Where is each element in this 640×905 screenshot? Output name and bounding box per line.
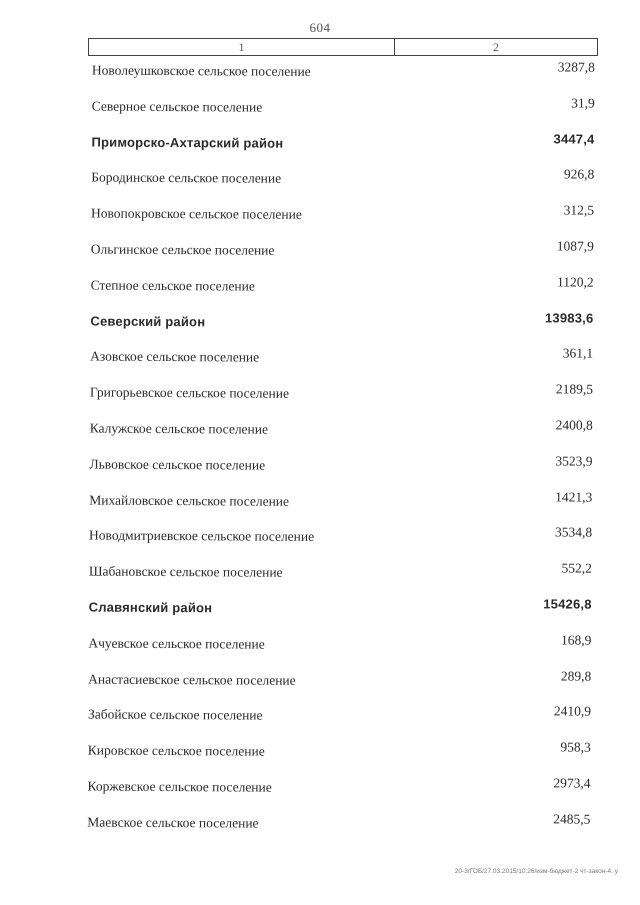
settlement-name: Забойское сельское поселение — [87, 706, 263, 723]
table-row — [0, 736, 636, 776]
settlement-amount: 1087,9 — [556, 238, 594, 254]
settlement-amount: 2400,8 — [555, 417, 593, 433]
settlement-name: Северное сельское поселение — [91, 98, 263, 115]
district-row — [0, 593, 637, 633]
table-row — [0, 450, 638, 490]
settlement-name: Кировское сельское поселение — [87, 742, 265, 759]
district-name: Приморско-Ахтарский район — [91, 134, 284, 151]
district-row — [0, 128, 640, 168]
table-row — [0, 665, 636, 705]
table-row — [0, 271, 639, 311]
settlement-amount: 2189,5 — [555, 381, 594, 397]
settlement-name: Ольгинское сельское поселение — [90, 241, 275, 258]
settlement-name: Новолеушковское сельское поселение — [91, 62, 311, 79]
settlement-name: Анастасиевское сельское поселение — [88, 671, 296, 688]
table-row — [0, 557, 637, 597]
column-header-2: 2 — [493, 39, 499, 54]
table-row — [0, 163, 639, 203]
footer-document-code: 20-3/ГОБ/27.03.2015/10:26/изм-бюджет-2 чт-закон-4. у — [454, 868, 618, 875]
table-row — [0, 56, 640, 96]
district-name: Славянский район — [88, 599, 213, 616]
settlement-name: Маевское сельское поселение — [87, 814, 259, 831]
table-row — [0, 378, 638, 418]
table-row — [0, 235, 639, 275]
district-amount: 15426,8 — [543, 596, 592, 612]
table-header — [88, 38, 598, 56]
settlement-amount: 3534,8 — [554, 524, 593, 540]
settlement-name: Новодмитриевское сельское поселение — [89, 527, 315, 545]
settlement-amount: 312,5 — [563, 202, 595, 218]
settlement-amount: 361,1 — [562, 345, 594, 362]
settlement-amount: 168,9 — [561, 632, 592, 648]
settlement-name: Бородинское сельское поселение — [91, 169, 282, 187]
settlement-amount: 958,3 — [560, 739, 591, 755]
settlement-amount: 3287,8 — [557, 59, 595, 75]
settlement-amount: 926,8 — [563, 166, 595, 183]
table-row — [0, 486, 637, 526]
settlement-amount: 3523,9 — [555, 453, 593, 469]
settlement-name: Степное сельское поселение — [90, 277, 255, 294]
settlement-name: Шабановское сельское поселение — [88, 563, 283, 580]
settlement-name: Ачуевское сельское поселение — [88, 635, 265, 652]
table-row — [0, 700, 636, 740]
settlement-amount: 2973,4 — [553, 775, 591, 791]
table-row — [0, 521, 637, 561]
table-row — [0, 92, 640, 132]
column-header-1: 1 — [89, 39, 395, 55]
settlement-name: Азовское сельское поселение — [90, 348, 260, 365]
table-row — [0, 342, 638, 382]
settlement-amount: 2410,9 — [553, 703, 592, 719]
settlement-name: Михайловское сельское поселение — [89, 492, 290, 509]
settlement-amount: 1421,3 — [555, 488, 593, 505]
settlement-amount: 552,2 — [561, 560, 592, 576]
table-row — [0, 414, 638, 454]
table-body — [0, 56, 640, 847]
settlement-name: Коржевское сельское поселение — [87, 778, 272, 795]
page-number: 604 — [309, 20, 331, 35]
district-row — [0, 307, 638, 347]
settlement-amount: 2485,5 — [553, 811, 591, 827]
settlement-amount: 1120,2 — [556, 274, 594, 290]
settlement-amount: 289,8 — [560, 667, 592, 684]
district-amount: 13983,6 — [544, 309, 594, 326]
district-amount: 3447,4 — [553, 130, 595, 147]
table-row — [0, 199, 639, 239]
table-row — [0, 772, 636, 812]
settlement-name: Новопокровское сельское поселение — [90, 205, 302, 223]
table-row — [0, 808, 635, 848]
district-name: Северский район — [90, 313, 206, 329]
settlement-name: Калужское сельское поселение — [89, 420, 269, 437]
settlement-name: Григорьевское сельское поселение — [89, 384, 290, 401]
settlement-amount: 31,9 — [571, 95, 595, 111]
table-row — [0, 629, 636, 669]
settlement-name: Львовское сельское поселение — [89, 456, 266, 473]
